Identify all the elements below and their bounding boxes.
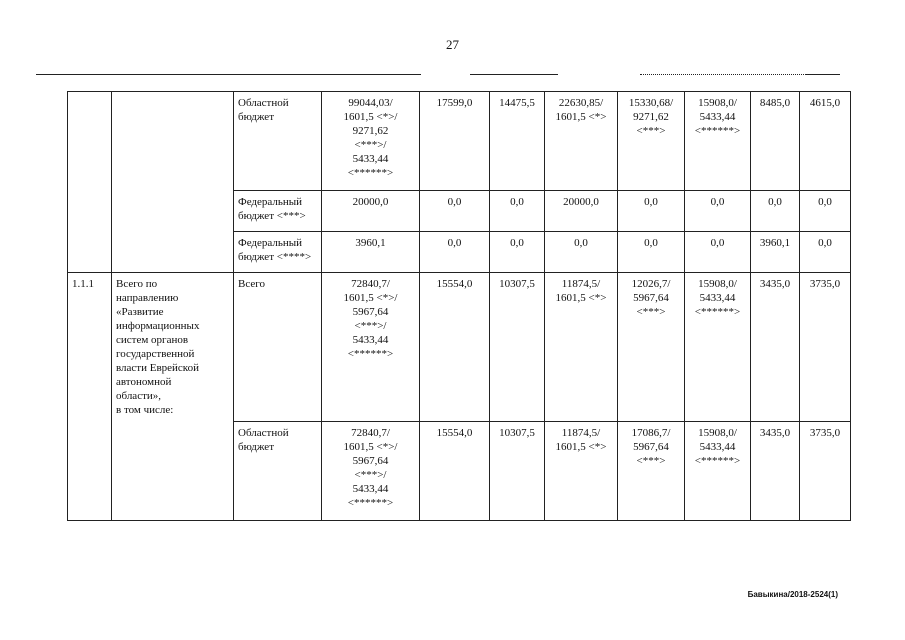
- year-3-cell: 22630,85/ 1601,5 <*>: [545, 92, 618, 191]
- document-code: Бавыкина/2018-2524(1): [747, 590, 838, 599]
- year-5-cell: 0,0: [685, 232, 751, 273]
- year-6-cell: 3960,1: [751, 232, 800, 273]
- year-5-cell: 15908,0/ 5433,44 <******>: [685, 92, 751, 191]
- year-1-cell: 0,0: [420, 232, 490, 273]
- total-cell: 3960,1: [322, 232, 420, 273]
- total-cell: 99044,03/ 1601,5 <*>/ 9271,62 <***>/ 5433,44 <******>: [322, 92, 420, 191]
- funding-source-cell: Областной бюджет: [234, 422, 322, 521]
- year-6-cell: 3435,0: [751, 422, 800, 521]
- page-number: 27: [446, 37, 459, 52]
- year-2-cell: 14475,5: [490, 92, 545, 191]
- table-row: [68, 273, 851, 422]
- year-7-cell: 0,0: [800, 232, 851, 273]
- year-4-cell: 0,0: [618, 191, 685, 232]
- table-row: [68, 92, 851, 191]
- year-6-cell: 8485,0: [751, 92, 800, 191]
- year-7-cell: 3735,0: [800, 422, 851, 521]
- year-1-cell: 15554,0: [420, 273, 490, 422]
- year-1-cell: 17599,0: [420, 92, 490, 191]
- year-2-cell: 0,0: [490, 191, 545, 232]
- year-4-cell: 0,0: [618, 232, 685, 273]
- year-4-cell: 17086,7/ 5967,64 <***>: [618, 422, 685, 521]
- year-1-cell: 15554,0: [420, 422, 490, 521]
- year-2-cell: 0,0: [490, 232, 545, 273]
- year-3-cell: 20000,0: [545, 191, 618, 232]
- year-7-cell: 3735,0: [800, 273, 851, 422]
- total-cell: 72840,7/ 1601,5 <*>/ 5967,64 <***>/ 5433,44 <******>: [322, 273, 420, 422]
- total-cell: 72840,7/ 1601,5 <*>/ 5967,64 <***>/ 5433,44 <******>: [322, 422, 420, 521]
- funding-source-cell: Федеральный бюджет <***>: [234, 191, 322, 232]
- header-rule: [470, 74, 558, 75]
- year-3-cell: 0,0: [545, 232, 618, 273]
- year-2-cell: 10307,5: [490, 273, 545, 422]
- budget-table: [67, 91, 851, 521]
- year-5-cell: 0,0: [685, 191, 751, 232]
- year-6-cell: 3435,0: [751, 273, 800, 422]
- funding-source-cell: Всего: [234, 273, 322, 422]
- header-rule: [805, 74, 840, 75]
- direction-cell: Всего по направлению «Развитие информационных систем органов государственной власти Еврейской автономной области», в том числе:: [112, 273, 234, 521]
- year-1-cell: 0,0: [420, 191, 490, 232]
- year-4-cell: 12026,7/ 5967,64 <***>: [618, 273, 685, 422]
- item-number-cell: 1.1.1: [68, 273, 112, 521]
- year-6-cell: 0,0: [751, 191, 800, 232]
- year-3-cell: 11874,5/ 1601,5 <*>: [545, 273, 618, 422]
- year-7-cell: 4615,0: [800, 92, 851, 191]
- header-rule: [36, 74, 421, 75]
- funding-source-cell: Федеральный бюджет <****>: [234, 232, 322, 273]
- year-3-cell: 11874,5/ 1601,5 <*>: [545, 422, 618, 521]
- year-7-cell: 0,0: [800, 191, 851, 232]
- item-number-cell: [68, 92, 112, 273]
- year-5-cell: 15908,0/ 5433,44 <******>: [685, 273, 751, 422]
- funding-source-cell: Областной бюджет: [234, 92, 322, 191]
- total-cell: 20000,0: [322, 191, 420, 232]
- year-2-cell: 10307,5: [490, 422, 545, 521]
- year-4-cell: 15330,68/ 9271,62 <***>: [618, 92, 685, 191]
- year-5-cell: 15908,0/ 5433,44 <******>: [685, 422, 751, 521]
- direction-cell: [112, 92, 234, 273]
